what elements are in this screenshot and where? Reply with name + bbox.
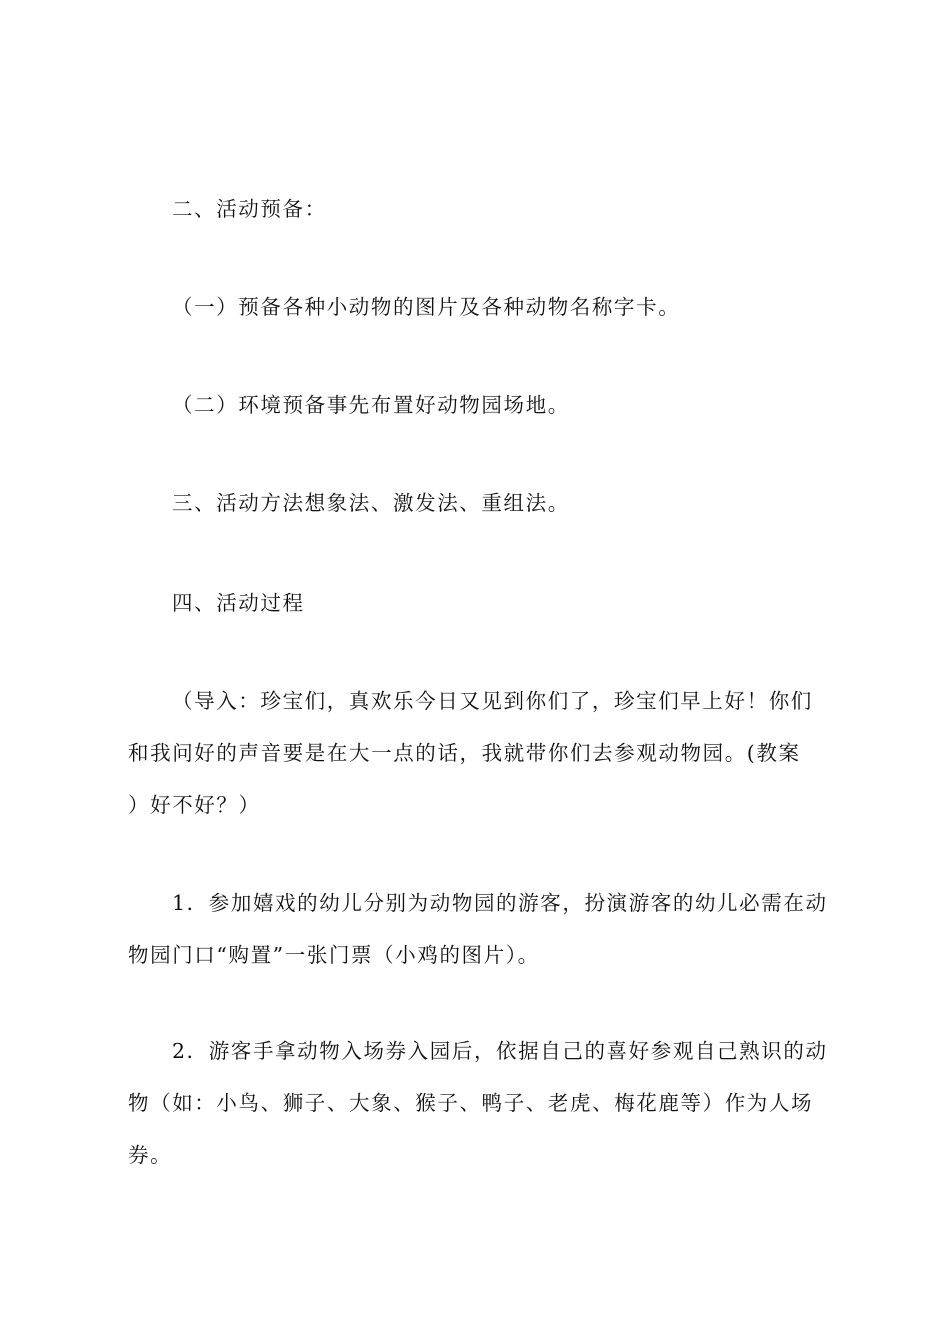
paragraph-prep-item-2	[128, 379, 834, 431]
paragraph-intro	[128, 675, 834, 831]
text-line: （二）环境预备事先布置好动物园场地。	[172, 393, 570, 417]
text-line: 物（如：小鸟、狮子、大象、猴子、鸭子、老虎、梅花鹿等）作为人场	[128, 1091, 814, 1115]
text-line: 物园门口“购置”一张门票（小鸡的图片）。	[128, 943, 540, 967]
text-line: 和我问好的声音要是在大一点的话，我就带你们去参观动物园。(教案	[128, 741, 801, 765]
text-line: 2．游客手拿动物入场券入园后，依据自己的喜好参观自己熟识的动	[172, 1039, 828, 1063]
text-line: 1．参加嬉戏的幼儿分别为动物园的游客，扮演游客的幼儿必需在动	[172, 891, 828, 915]
paragraph-step-1	[128, 877, 834, 981]
paragraph-prep-item-1	[128, 281, 834, 333]
heading-process	[128, 577, 834, 629]
heading-methods	[128, 477, 834, 529]
text-line: 券。	[128, 1143, 173, 1167]
text-line: （一）预备各种小动物的图片及各种动物名称字卡。	[172, 295, 681, 319]
text-line: （导入：珍宝们，真欢乐今日又见到你们了，珍宝们早上好！你们	[172, 689, 813, 713]
paragraph-step-2	[128, 1025, 834, 1181]
text-line: 四、活动过程	[172, 591, 305, 615]
heading-preparation	[128, 183, 834, 235]
text-line: 三、活动方法想象法、激发法、重组法。	[172, 491, 570, 515]
text-line: ）好不好？）	[128, 793, 261, 817]
text-line: 二、活动预备：	[172, 197, 327, 221]
